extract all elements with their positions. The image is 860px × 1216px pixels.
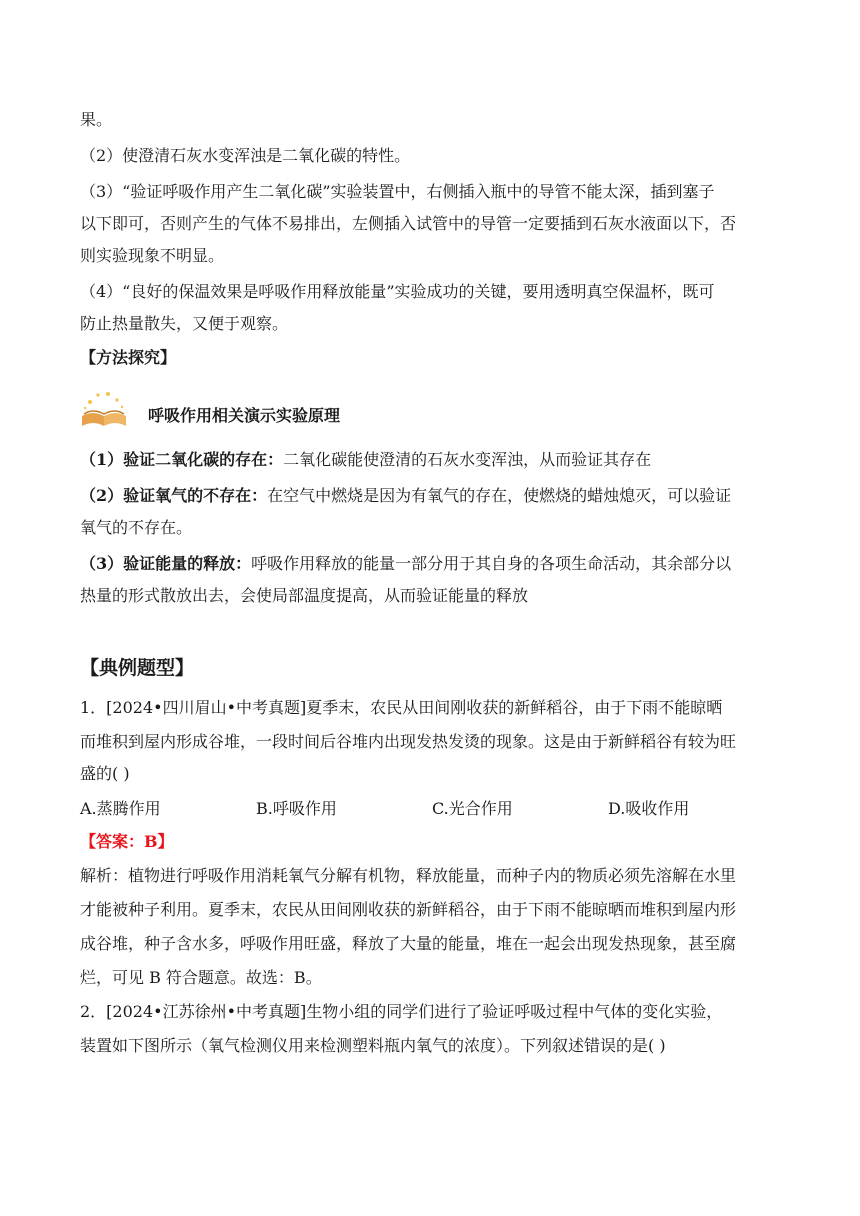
intro-line: 以下即可，否则产生的气体不易排出，左侧插入试管中的导管一定要插到石灰水液面以下，否 bbox=[80, 214, 737, 233]
method-item-label: （1）验证二氧化碳的存在： bbox=[80, 450, 284, 469]
method-item bbox=[80, 548, 780, 580]
analysis-line: 烂，可见 B 符合题意。故选：B。 bbox=[80, 968, 322, 987]
option-b: B.呼吸作用 bbox=[256, 799, 337, 818]
examples-heading: 【典例题型】 bbox=[80, 657, 195, 679]
option-a: A.蒸腾作用 bbox=[80, 799, 161, 818]
open-book-icon bbox=[78, 388, 130, 428]
method-item-text: 呼吸作用释放的能量一部分用于其自身的各项生命活动，其余部分以 bbox=[251, 554, 732, 573]
method-item-continuation: 热量的形式散放出去，会使局部温度提高，从而验证能量的释放 bbox=[80, 586, 529, 605]
option-d: D.吸收作用 bbox=[608, 799, 690, 818]
method-item-text: 在空气中燃烧是因为有氧气的存在，使燃烧的蜡烛熄灭，可以验证 bbox=[267, 486, 732, 505]
intro-line: （4）“良好的保温效果是呼吸作用释放能量”实验成功的关键，要用透明真空保温杯，既可 bbox=[80, 282, 715, 301]
intro-line: （2）使澄清石灰水变浑浊是二氧化碳的特性。 bbox=[80, 146, 411, 165]
option-c: C.光合作用 bbox=[432, 799, 513, 818]
intro-line: （3）“验证呼吸作用产生二氧化碳”实验装置中，右侧插入瓶中的导管不能太深，插到塞子 bbox=[80, 182, 715, 201]
question-line: 1．[2024•四川眉山•中考真题]夏季末，农民从田间刚收获的新鲜稻谷，由于下雨不能晾晒 bbox=[80, 698, 723, 717]
method-item-text: 二氧化碳能使澄清的石灰水变浑浊，从而验证其存在 bbox=[283, 450, 652, 469]
analysis-line: 成谷堆，种子含水多，呼吸作用旺盛，释放了大量的能量，堆在一起会出现发热现象，甚至腐 bbox=[80, 934, 737, 953]
method-item bbox=[80, 444, 780, 476]
method-item-continuation: 氧气的不存在。 bbox=[80, 518, 193, 537]
analysis-line: 解析：植物进行呼吸作用消耗氧气分解有机物，释放能量，而种子内的物质必须先溶解在水里 bbox=[80, 866, 737, 885]
answer-label: 【答案：B】 bbox=[80, 832, 174, 851]
method-heading: 【方法探究】 bbox=[80, 348, 177, 367]
question-line: 装置如下图所示（氧气检测仪用来检测塑料瓶内氧气的浓度）。下列叙述错误的是( ) bbox=[80, 1036, 666, 1055]
question-line: 2．[2024•江苏徐州•中考真题]生物小组的同学们进行了验证呼吸过程中气体的变化实验， bbox=[80, 1002, 723, 1021]
method-subtitle: 呼吸作用相关演示实验原理 bbox=[148, 406, 341, 425]
intro-line: 防止热量散失，又便于观察。 bbox=[80, 314, 289, 333]
question-line: 盛的( ) bbox=[80, 764, 130, 783]
intro-line: 则实验现象不明显。 bbox=[80, 246, 225, 265]
method-item-label: （3）验证能量的释放： bbox=[80, 554, 252, 573]
question-line: 而堆积到屋内形成谷堆，一段时间后谷堆内出现发热发烫的现象。这是由于新鲜稻谷有较为旺 bbox=[80, 732, 737, 751]
analysis-line: 才能被种子利用。夏季末，农民从田间刚收获的新鲜稻谷，由于下雨不能晾晒而堆积到屋内形 bbox=[80, 900, 737, 919]
answer-options bbox=[80, 793, 780, 825]
intro-line: 果。 bbox=[80, 110, 113, 129]
method-item bbox=[80, 480, 780, 512]
method-item-label: （2）验证氧气的不存在： bbox=[80, 486, 268, 505]
